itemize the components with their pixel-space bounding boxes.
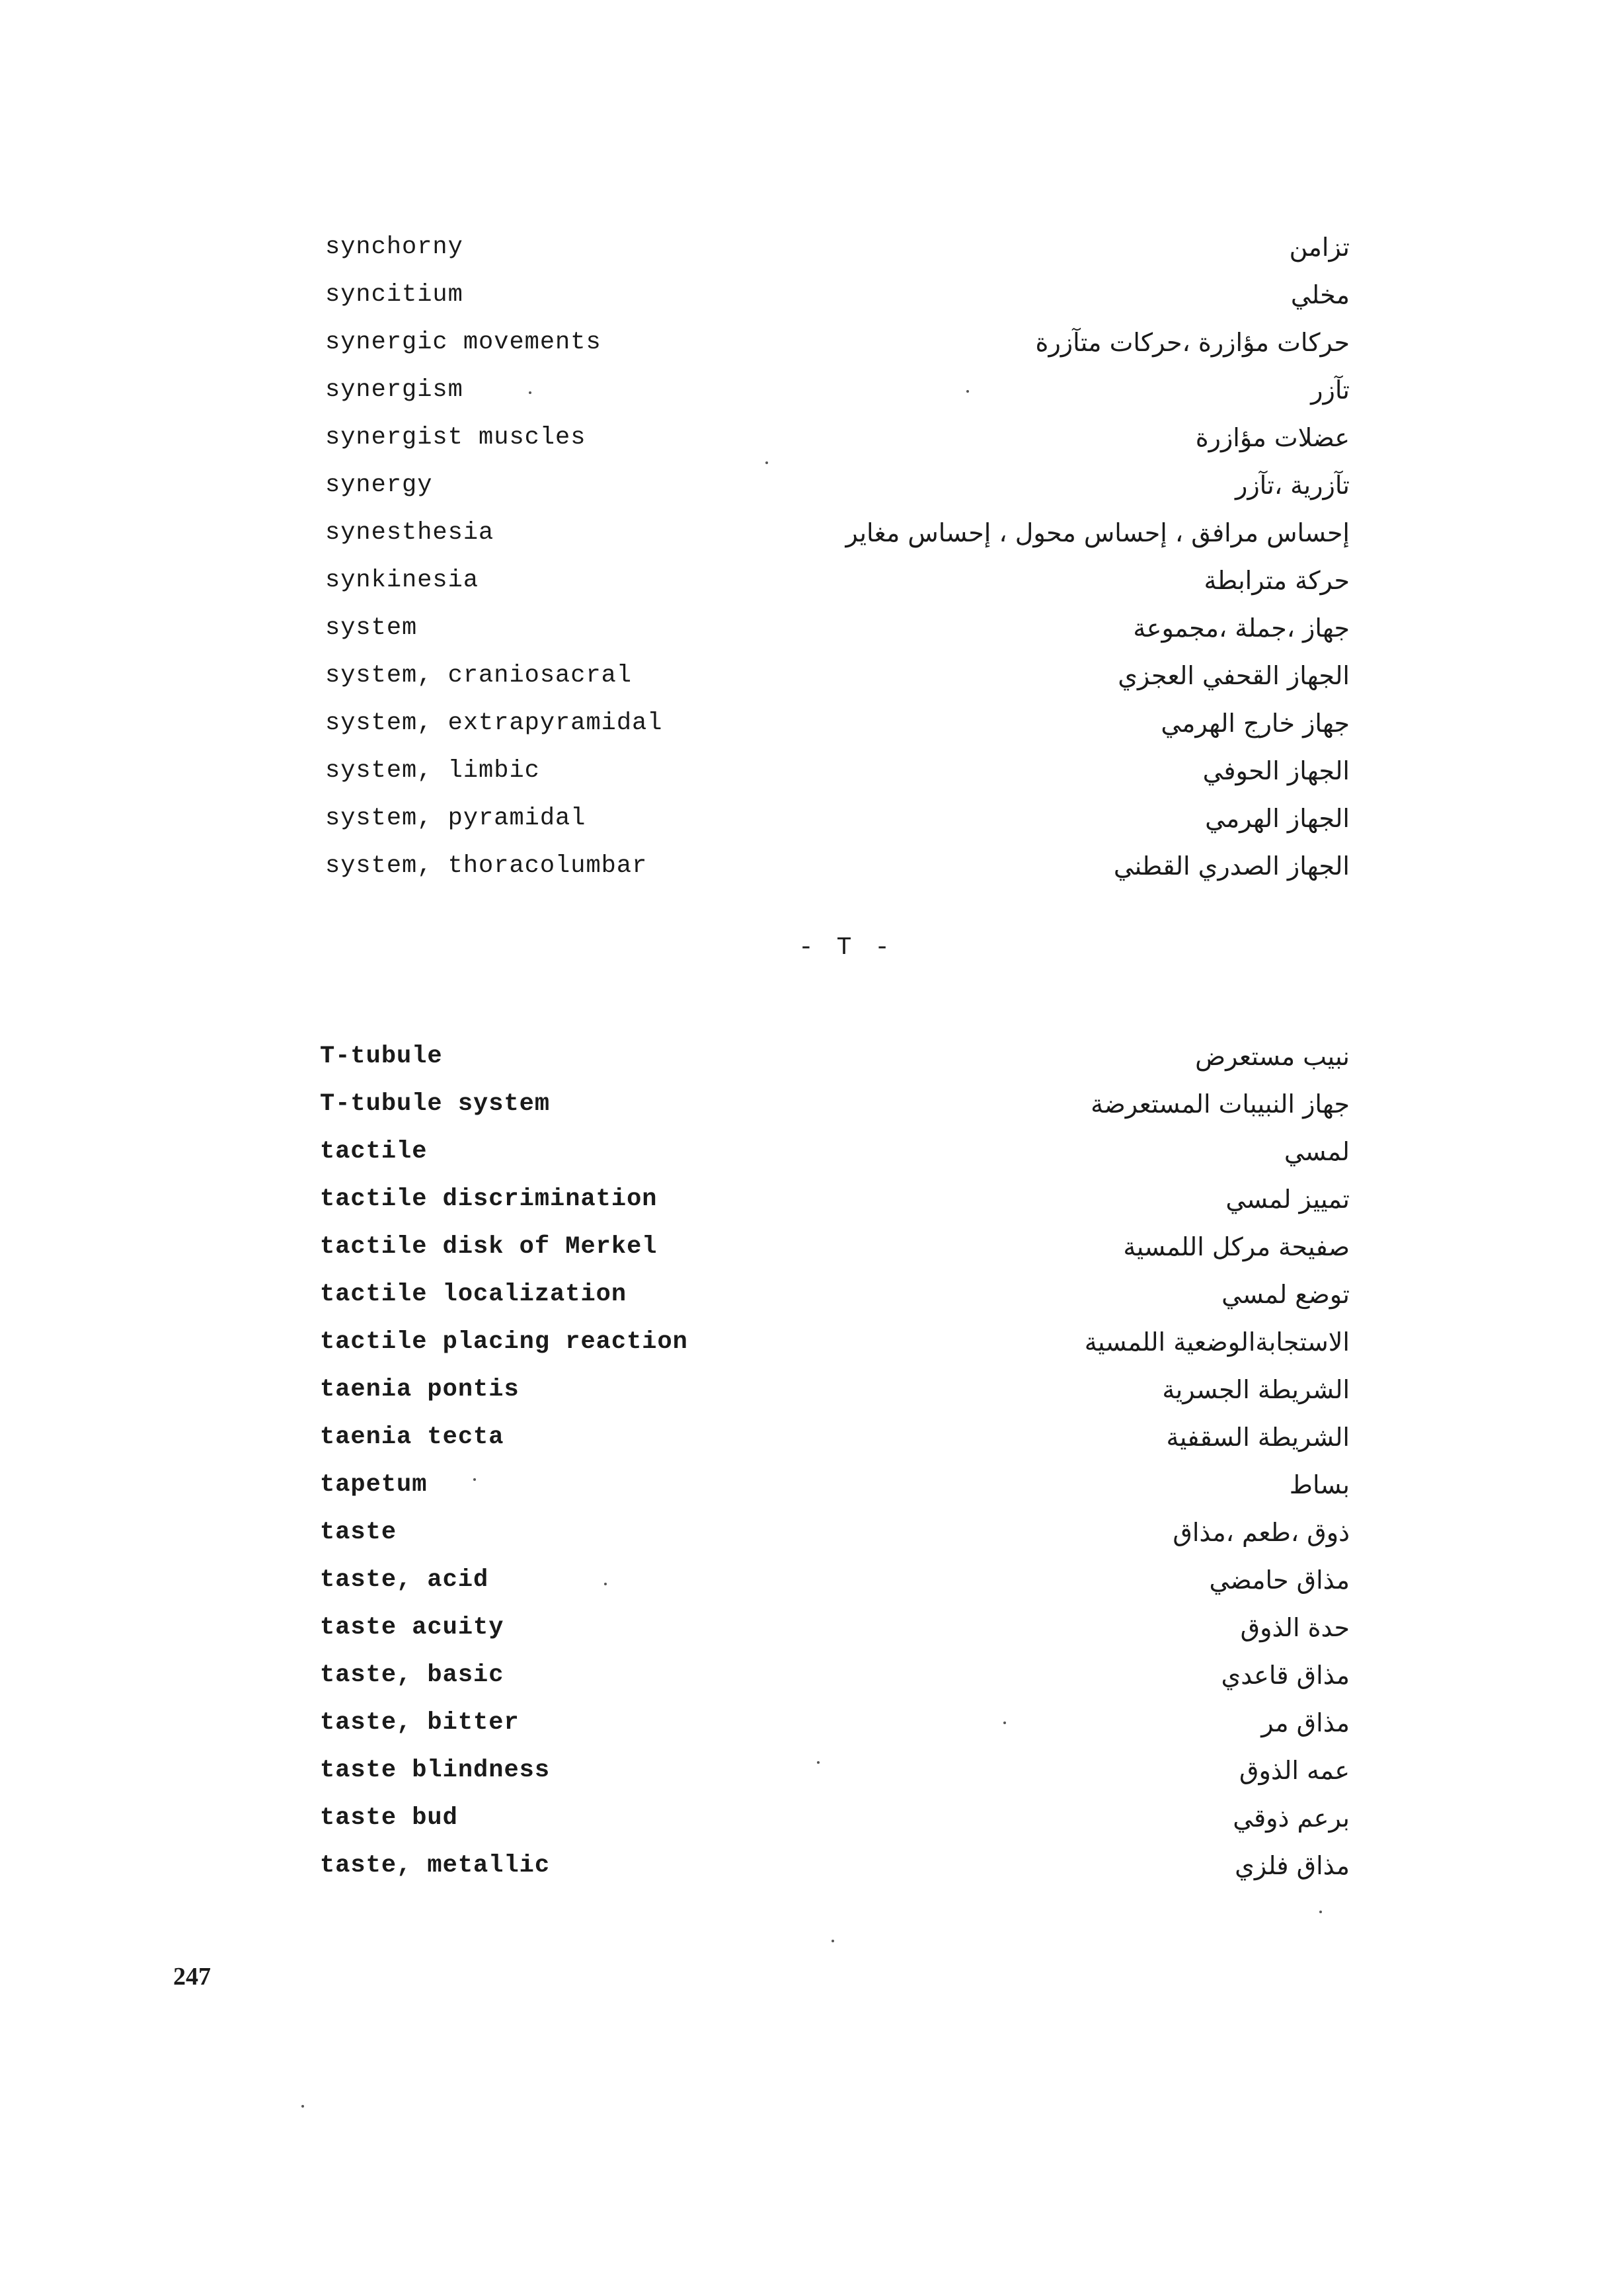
english-term: system [325, 614, 418, 642]
glossary-entry [0, 271, 1624, 319]
page-number: 247 [173, 1963, 211, 1991]
english-term: tactile localization [320, 1281, 627, 1308]
glossary-entry [0, 1413, 1624, 1461]
scan-speck [831, 1940, 834, 1942]
glossary-entry [0, 1175, 1624, 1223]
glossary-entry [0, 223, 1624, 271]
arabic-translation: مذاق حامضي [1209, 1565, 1350, 1595]
scan-speck [604, 1583, 607, 1585]
english-term: tactile discrimination [320, 1185, 658, 1213]
arabic-translation: الجهاز الصدري القطني [1113, 851, 1350, 881]
glossary-entry [0, 1033, 1624, 1080]
arabic-translation: تآزرية ،تآزر [1235, 471, 1350, 500]
english-term: tactile disk of Merkel [320, 1233, 658, 1261]
english-term: synergist muscles [325, 424, 586, 452]
glossary-entry [0, 604, 1624, 652]
scan-speck [966, 390, 969, 393]
english-term: taste, acid [320, 1566, 489, 1594]
glossary-entry [0, 1128, 1624, 1175]
arabic-translation: تآزر [1311, 376, 1350, 405]
glossary-entry [0, 1699, 1624, 1747]
english-term: synergy [325, 471, 433, 499]
english-term: system, limbic [325, 757, 540, 785]
english-term: tapetum [320, 1471, 428, 1499]
letter-heading: - T - [798, 933, 894, 962]
scan-speck [529, 391, 531, 394]
glossary-entry [0, 1604, 1624, 1651]
arabic-translation: مخلي [1290, 280, 1350, 309]
glossary-entry [0, 1747, 1624, 1794]
scan-speck [1003, 1722, 1006, 1724]
scan-speck [301, 2105, 304, 2108]
english-term: T-tubule system [320, 1090, 551, 1118]
arabic-translation: مذاق مر [1261, 1708, 1350, 1737]
english-term: system, pyramidal [325, 805, 586, 832]
arabic-translation: الشريطة الجسرية [1162, 1375, 1350, 1404]
arabic-translation: عضلات مؤازرة [1195, 423, 1350, 452]
english-term: tactile placing reaction [320, 1328, 688, 1356]
glossary-entry [0, 1271, 1624, 1318]
english-term: taste, bitter [320, 1709, 520, 1737]
english-term: synergic movements [325, 329, 601, 356]
scan-speck [1319, 1911, 1322, 1913]
glossary-entry [0, 1461, 1624, 1509]
arabic-translation: برعم ذوقي [1233, 1803, 1350, 1833]
english-term: taste, basic [320, 1661, 504, 1689]
arabic-translation: الاستجابةالوضعية اللمسية [1084, 1327, 1350, 1357]
arabic-translation: ذوق ،طعم ،مذاق [1173, 1518, 1350, 1547]
arabic-translation: حركة مترابطة [1204, 566, 1350, 595]
glossary-entry [0, 652, 1624, 699]
arabic-translation: الجهاز الهرمي [1205, 804, 1350, 833]
arabic-translation: الجهاز الحوفي [1202, 756, 1350, 785]
glossary-entry [0, 1556, 1624, 1604]
glossary-entry [0, 414, 1624, 461]
glossary-entry [0, 557, 1624, 604]
glossary-entry [0, 1842, 1624, 1889]
english-term: synesthesia [325, 519, 494, 547]
arabic-translation: صفيحة مركل اللمسية [1123, 1232, 1350, 1261]
glossary-entry [0, 319, 1624, 366]
english-term: taste bud [320, 1804, 458, 1832]
glossary-entry [0, 1509, 1624, 1556]
glossary-entry [0, 747, 1624, 795]
arabic-translation: بساط [1289, 1470, 1350, 1499]
english-term: system, extrapyramidal [325, 709, 663, 737]
english-term: taenia tecta [320, 1423, 504, 1451]
glossary-entry [0, 795, 1624, 842]
glossary-entry [0, 461, 1624, 509]
english-term: syncitium [325, 281, 463, 309]
english-term: tactile [320, 1138, 428, 1166]
scan-speck [765, 461, 768, 464]
arabic-translation: الجهاز القحفي العجزي [1118, 661, 1350, 690]
english-term: synergism [325, 376, 463, 404]
glossary-entry [0, 1651, 1624, 1699]
arabic-translation: تزامن [1289, 233, 1350, 262]
arabic-translation: مذاق فلزي [1235, 1851, 1350, 1880]
arabic-translation: جهاز النبيبات المستعرضة [1091, 1089, 1350, 1119]
glossary-entry [0, 366, 1624, 414]
glossary-entry [0, 1366, 1624, 1413]
scan-speck [817, 1761, 820, 1764]
english-term: system, thoracolumbar [325, 852, 648, 880]
english-term: taste blindness [320, 1757, 551, 1784]
entries-section-s [0, 223, 1624, 890]
entries-section-t [0, 1033, 1624, 1889]
english-term: system, craniosacral [325, 662, 633, 690]
english-term: taste acuity [320, 1614, 504, 1642]
arabic-translation: تمييز لمسي [1225, 1185, 1350, 1214]
glossary-entry [0, 1223, 1624, 1271]
english-term: synchorny [325, 233, 463, 261]
glossary-entry [0, 509, 1624, 557]
english-term: synkinesia [325, 567, 479, 594]
arabic-translation: جهاز ،جملة ،مجموعة [1133, 614, 1350, 643]
english-term: taste [320, 1519, 397, 1546]
arabic-translation: توضع لمسي [1221, 1280, 1350, 1309]
glossary-entry [0, 1318, 1624, 1366]
glossary-entry [0, 1080, 1624, 1128]
arabic-translation: الشريطة السقفية [1166, 1423, 1350, 1452]
english-term: taste, metallic [320, 1852, 551, 1880]
glossary-entry [0, 1794, 1624, 1842]
arabic-translation: مذاق قاعدي [1221, 1661, 1350, 1690]
glossary-entry [0, 699, 1624, 747]
english-term: T-tubule [320, 1043, 443, 1070]
english-term: taenia pontis [320, 1376, 520, 1404]
glossary-entry [0, 842, 1624, 890]
arabic-translation: حدة الذوق [1240, 1613, 1350, 1642]
arabic-translation: لمسي [1284, 1137, 1350, 1166]
arabic-translation: عمه الذوق [1239, 1756, 1350, 1785]
arabic-translation: نبيب مستعرض [1195, 1042, 1350, 1071]
scan-speck [473, 1478, 476, 1481]
arabic-translation: جهاز خارج الهرمي [1161, 709, 1350, 738]
arabic-translation: إحساس مرافق ، إحساس محول ، إحساس مغاير [845, 518, 1350, 547]
arabic-translation: حركات مؤازرة ،حركات متآزرة [1035, 328, 1350, 357]
